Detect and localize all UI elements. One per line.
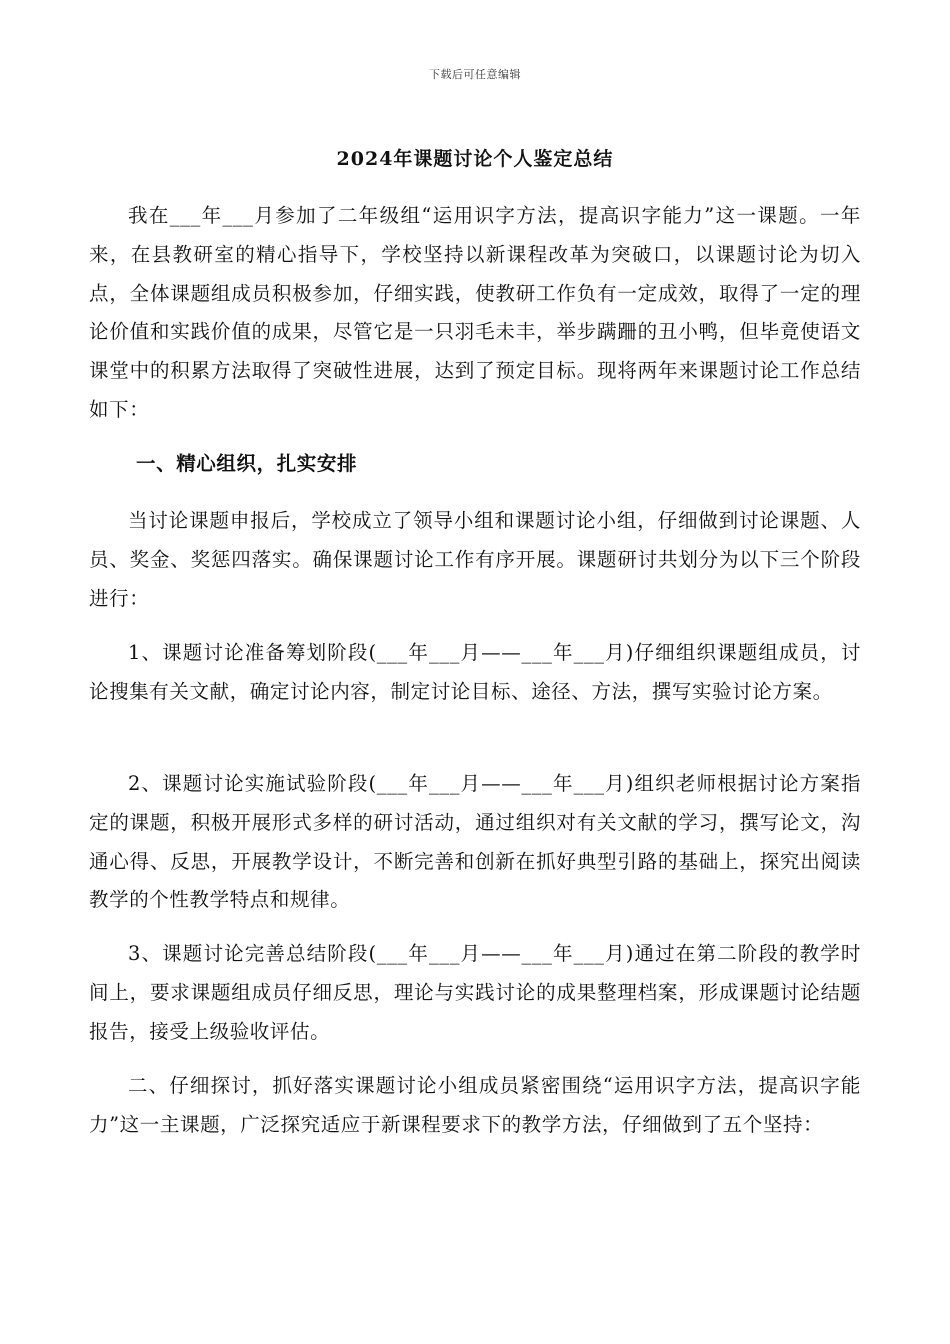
section-heading-1: 一、精心组织，扎实安排 bbox=[136, 452, 358, 475]
page-title: 2024年课题讨论个人鉴定总结 bbox=[336, 148, 614, 170]
stage3-paragraph: 3、课题讨论完善总结阶段(___年___月——___年___月)通过在第二阶段的教学时间上，要求课题组成员仔细反思，理论与实践讨论的成果整理档案，形成课题讨论结题报告，接受上级验收评估。 bbox=[89, 942, 861, 1043]
stage1-paragraph: 1、课题讨论准备筹划阶段(___年___月——___年___月)仔细组织课题组成员，讨论搜集有关文献，确定讨论内容，制定讨论目标、途径、方法，撰写实验讨论方案。 bbox=[89, 641, 861, 703]
section2-paragraph: 二、仔细探讨，抓好落实课题讨论小组成员紧密围绕“运用识字方法，提高识字能力”这一主课题，广泛探究适应于新课程要求下的教学方法，仔细做到了五个坚持： bbox=[89, 1074, 861, 1136]
stage2-paragraph: 2、课题讨论实施试验阶段(___年___月——___年___月)组织老师根据讨论方案指定的课题，积极开展形式多样的研讨活动，通过组织对有关文献的学习，撰写论文，沟通心得、反思，开展教学设计，不断完善和创新在抓好典型引路的基础上，探究出阅读教学的个性教学特点和规律。 bbox=[89, 772, 861, 912]
intro-paragraph: 我在___年___月参加了二年级组“运用识字方法，提高识字能力”这一课题。一年来，在县教研室的精心指导下，学校坚持以新课程改革为突破口，以课题讨论为切入点，全体课题组成员积极参加，仔细实践，使教研工作负有一定成效，取得了一定的理论价值和实践价值的成果，尽管它是一只羽毛未丰，举步蹒跚的丑小鸭，但毕竟使语文课堂中的积累方法取得了突破性进展，达到了预定目标。现将两年来课题讨论工作总结如下： bbox=[89, 204, 861, 421]
section1-paragraph: 当讨论课题申报后，学校成立了领导小组和课题讨论小组，仔细做到讨论课题、人员、奖金、奖惩四落实。确保课题讨论工作有序开展。课题研讨共划分为以下三个阶段进行： bbox=[89, 509, 861, 610]
header-note: 下载后可任意编辑 bbox=[429, 68, 521, 81]
